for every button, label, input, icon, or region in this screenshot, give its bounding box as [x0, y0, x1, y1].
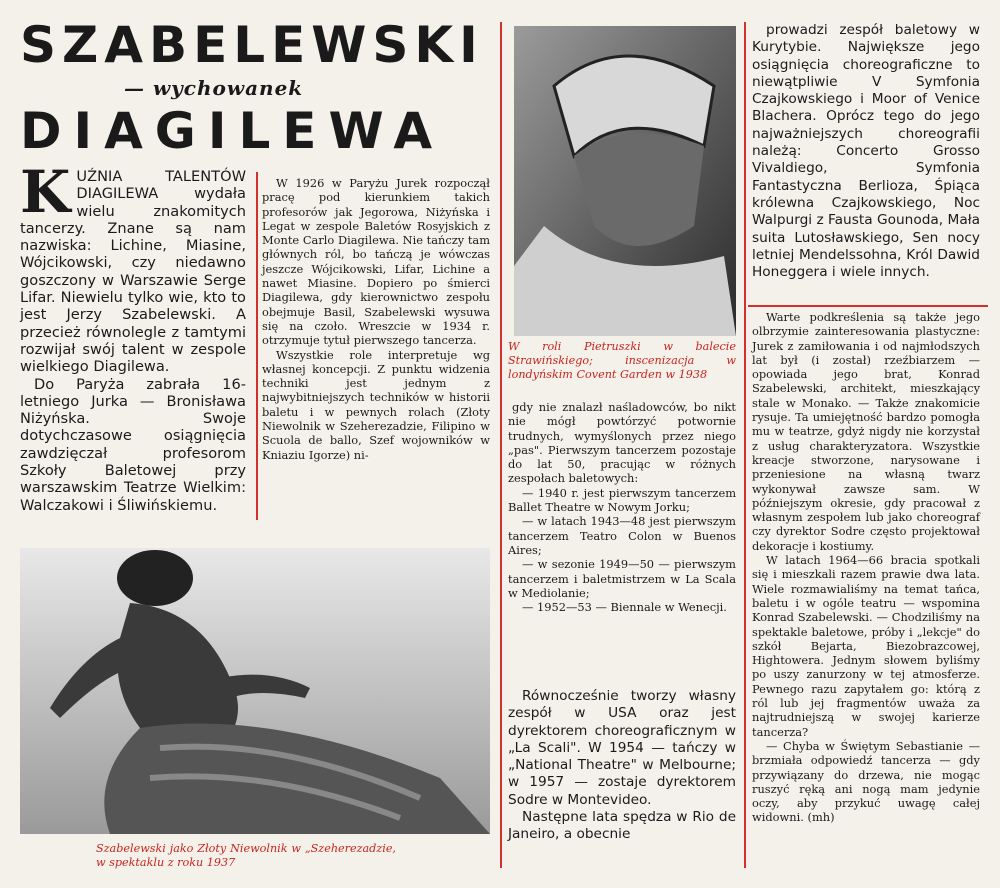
col3-paragraph-3: Następne lata spędza w Rio de Janeiro, a obecnie: [508, 809, 736, 843]
col4-paragraph-1: prowadzi zespół baletowy w Kurytybie. Największe jego osiągnięcia choreograficzne to niewątpliwie V Symfonia Czajkowskiego i Moor of Venice Blachera. Oprócz tego do jego najważniejszych choreografii należą: Concerto Grosso Vivaldiego, Symfonia Fantastyczna Berlioza, Śpiąca królewna Czajkowskiego, Noc Walpurgi z Fausta Gounoda, Mała suita Lutosławskiego, Sen nocy letniej Mendelssohna, Król Dawid Honeggera i wiele innych.: [752, 22, 980, 281]
column-rule-3: [744, 22, 746, 868]
photo-pietruszka-caption: W roli Pietruszki w balecie Strawińskiego; inscenizacja w londyńskim Covent Garden w 1938: [508, 340, 736, 381]
col1-paragraph-1: UŹNIA TALENTÓW DIAGILEWA wydała wielu znakomitych tancerzy. Znane są nam nazwiska: Lichine, Miasine, Wójcikowski, czy niedawno goszczony w Warszawie Serge Lifar. Niewielu tylko wie, kto to jest Jerzy Szabelewski. A przecież równolegle z tamtymi rozwijał swój talent w zespole wielkiego Diagilewa.: [20, 168, 246, 376]
col2-paragraph-1: W 1926 w Paryżu Jurek rozpoczął pracę pod kierunkiem takich profesorów jak Jegorowa, Niżyńska i Legat w zespole Baletów Rosyjskich z Monte Carlo Diagilewa. Nie tańczy tam głównych ról, bo tańczą je wówczas jeszcze Wójcikowski, Lifar, Lichine a nawet Miasine. Dopiero po śmierci Diagilewa, gdy kierownictwo zespołu obejmuje Basil, Szabelewski wysuwa się na czoło. Wreszcie w 1934 r. otrzymuje tytuł pierwszego tancerza.: [262, 176, 490, 348]
column-rule-2: [500, 22, 502, 868]
photo-zloty-niewolnik-image: [20, 548, 490, 834]
col4-paragraph-2: Warte podkreślenia są także jego olbrzymie zainteresowania plastyczne: Jurek z zamiłowania i od najmłodszych lat był (i został) rzeźbiarzem — opowiada jego brat, Konrad Szabelewski, architekt, mieszkający stale w Monako. — Także znakomicie rysuje. Ta umiejętność bardzo pomogła mu w teatrze, gdyż nigdy nie korzystał z usług charakteryzatora. Wszystkie kreacje stworzone, narysowane i przeniesione na własną twarz wykonywał zawsze sam. W późniejszym okresie, gdy pracował z własnym zespołem lub jako choreograf czy dyrektor Sodre często projektował dekoracje i kostiumy.: [752, 310, 980, 553]
dropcap: K: [20, 158, 71, 226]
column-rule-1: [256, 172, 258, 520]
col3-paragraph-2: Równocześnie tworzy własny zespół w USA oraz jest dyrektorem choreograficznym w „La Scali". W 1954 — tańczy w „National Theatre" w Melbourne; w 1957 — zostaje dyrektorem Sodre w Montevideo.: [508, 688, 736, 808]
col3-bullet-2: — w latach 1943—48 jest pierwszym tancerzem Teatro Colon w Buenos Aires;: [508, 514, 736, 557]
col1-paragraph-2: Do Paryża zabrała 16-letniego Jurka — Bronisława Niżyńska. Swoje dotychczasowe osiągnięcia zawdzięczał profesorom Szkoły Baletowej przy warszawskim Teatrze Wielkim: Walczakowi i Śliwińskiemu.: [20, 375, 246, 514]
headline-line3: DIAGILEWA: [20, 102, 445, 160]
photo-pietruszka: [514, 26, 736, 336]
headline-line2: — wychowanek: [124, 76, 304, 100]
column-4-lower: [752, 310, 980, 825]
col4-paragraph-4: — Chyba w Świętym Sebastianie — brzmiała odpowiedź tancerza — gdy przywiązany do drzewa, nie mogąc ruszyć ręką ani nogą mam jedynie oczy, aby przykuć uwagę całej widowni. (mh): [752, 738, 980, 825]
photo-pietruszka-image: [514, 26, 736, 336]
col3-paragraph-1: gdy nie znalazł naśladowców, bo nikt nie mógł powtórzyć potwornie trudnych, wymyślonych przez niego „pas". Pierwszym tancerzem pozostaje do lat 50, pracując w różnych zespołach baletowych:: [508, 400, 736, 486]
col3-bullet-4: — 1952—53 — Biennale w Wenecji.: [522, 600, 727, 615]
headline-line1: SZABELEWSKI: [20, 16, 484, 74]
photo-zloty-niewolnik-caption: Szabelewski jako Złoty Niewolnik w „Szeherezadzie, w spektaklu z roku 1937: [96, 842, 396, 869]
col3-bullet-3: — w sezonie 1949—50 — pierwszym tancerzem i baletmistrzem w La Scala w Mediolanie;: [508, 557, 736, 600]
photo-zloty-niewolnik: [20, 548, 490, 834]
column-1: [20, 158, 246, 514]
column-4: [752, 22, 980, 281]
column-2: [262, 176, 490, 462]
col4-paragraph-3: W latach 1964—66 bracia spotkali się i mieszkali razem prawie dwa lata. Wiele rozmawialiśmy na temat tańca, baletu i w ogóle teatru — wspomina Konrad Szabelewski. — Chodziliśmy na spektakle baletowe, próby i „lekcje" do szkół Bejarta, Biezobrazcowej, Hightowera. Jednym słowem byliśmy po uszy zanurzony w tej atmosferze. Pewnego razu zapytałem go: którą z ról lub jej fragmentów uważa za najtrudniejszą w swojej karierze tancerza?: [752, 553, 980, 739]
column-rule-4: [748, 305, 988, 307]
column-3: [508, 400, 736, 614]
col2-paragraph-2: Wszystkie role interpretuje wg własnej koncepcji. Z punktu widzenia techniki jest jednym z najwybitniejszych techników w historii baletu i w pewnych rolach (Złoty Niewolnik w Szeherezadzie, Filipino w Scuola de ballo, Szef wojowników w Kniaziu Igorze) ni-: [262, 347, 490, 462]
column-3-lower: [508, 688, 736, 844]
col3-bullet-1: — 1940 r. jest pierwszym tancerzem Ballet Theatre w Nowym Jorku;: [508, 485, 736, 515]
